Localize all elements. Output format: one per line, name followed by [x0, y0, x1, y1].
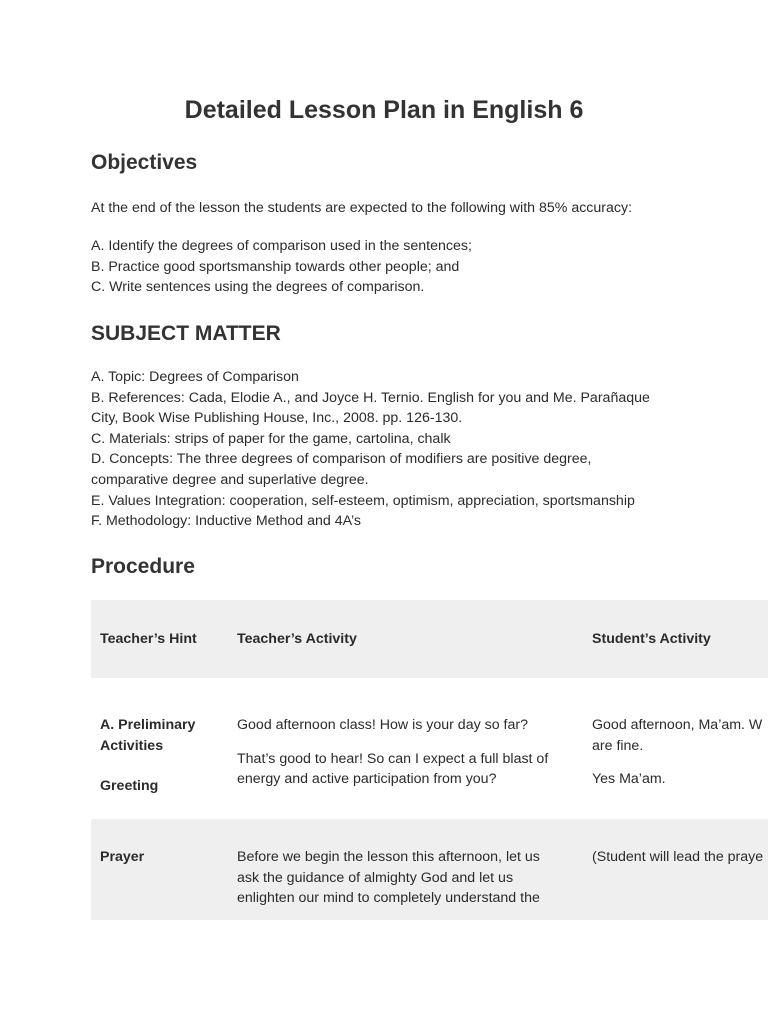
- subject-line: E. Values Integration: cooperation, self-esteem, optimism, appreciation, sportsmanship: [91, 492, 635, 509]
- subject-line: B. References: Cada, Elodie A., and Joyce H. Ternio. English for you and Me. Parañaque: [91, 389, 650, 406]
- student-text: Good afternoon, Ma’am. W: [592, 717, 763, 733]
- procedure-table: [91, 600, 768, 920]
- teacher-text: That’s good to hear! So can I expect a full blast of: [237, 750, 549, 767]
- table-row: [91, 678, 768, 819]
- objectives-heading: Objectives: [91, 151, 198, 174]
- subject-line: F. Methodology: Inductive Method and 4A’s: [91, 513, 361, 530]
- column-header-teacher-activity: Teacher’s Activity: [237, 631, 357, 647]
- hint-subtitle: Greeting: [100, 778, 159, 795]
- student-activity-cell: [592, 715, 768, 790]
- teacher-text: ask the guidance of almighty God and let us: [237, 869, 514, 886]
- teacher-hint-cell: [100, 715, 225, 797]
- student-text: are fine.: [592, 737, 644, 754]
- teacher-activity-cell: [237, 715, 577, 790]
- table-header-row: [91, 600, 768, 678]
- student-text: Yes Ma’am.: [592, 771, 666, 788]
- teacher-text: energy and active participation from you?: [237, 771, 497, 788]
- subject-matter-list: [91, 367, 691, 532]
- teacher-hint-cell: Prayer: [100, 849, 145, 865]
- objective-item: B. Practice good sportsmanship towards other people; and: [91, 258, 460, 275]
- objectives-list: [91, 236, 691, 298]
- teacher-text: Good afternoon class! How is your day so far?: [237, 717, 528, 733]
- hint-line: Activities: [100, 737, 164, 754]
- objective-item: C. Write sentences using the degrees of comparison.: [91, 279, 425, 296]
- table-row: [91, 819, 768, 920]
- hint-line: A. Preliminary: [100, 717, 196, 733]
- subject-line: City, Book Wise Publishing House, Inc., 2008. pp. 126-130.: [91, 410, 463, 427]
- subject-line: A. Topic: Degrees of Comparison: [91, 369, 299, 385]
- teacher-activity-cell: [237, 847, 577, 909]
- column-header-student-activity: Student’s Activity: [592, 631, 711, 647]
- subject-matter-heading: SUBJECT MATTER: [91, 322, 281, 345]
- subject-line: D. Concepts: The three degrees of comparison of modifiers are positive degree,: [91, 451, 592, 468]
- column-header-teacher-hint: Teacher’s Hint: [100, 631, 197, 647]
- subject-line: comparative degree and superlative degree.: [91, 471, 369, 488]
- subject-line: C. Materials: strips of paper for the game, cartolina, chalk: [91, 430, 451, 447]
- document-title: Detailed Lesson Plan in English 6: [184, 96, 584, 124]
- student-activity-cell: (Student will lead the praye: [592, 849, 764, 865]
- teacher-text: Before we begin the lesson this afternoon, let us: [237, 849, 540, 865]
- objectives-intro: At the end of the lesson the students are expected to the following with 85% accuracy:: [91, 200, 633, 216]
- teacher-text: enlighten our mind to completely understand the: [237, 890, 540, 907]
- objective-item: A. Identify the degrees of comparison used in the sentences;: [91, 238, 472, 254]
- procedure-heading: Procedure: [91, 555, 195, 578]
